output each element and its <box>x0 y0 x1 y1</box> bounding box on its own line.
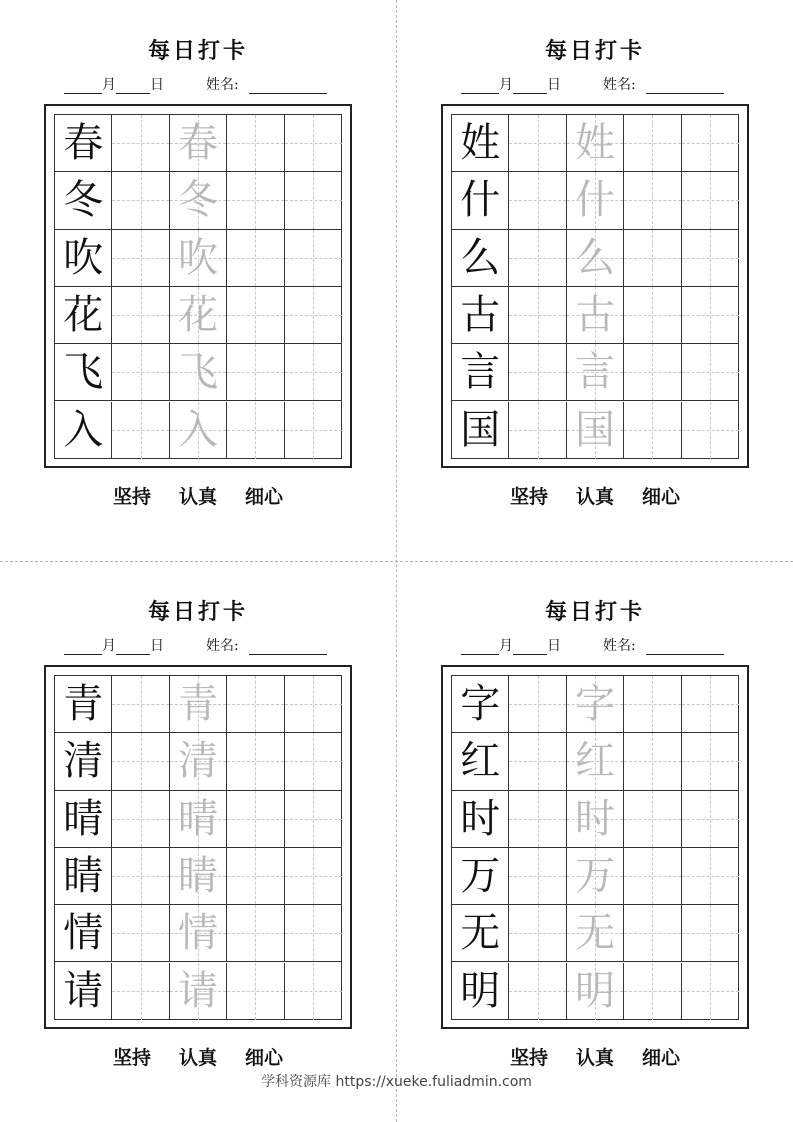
practice-cell[interactable] <box>509 402 566 459</box>
motto-word: 坚持 <box>509 486 548 508</box>
grid-row <box>452 402 738 459</box>
trace-character: 情 <box>177 910 218 957</box>
writing-grid <box>54 114 342 459</box>
practice-cell[interactable] <box>509 905 566 962</box>
practice-cell[interactable] <box>682 963 739 1020</box>
day-blank[interactable] <box>116 640 150 655</box>
model-char-cell <box>452 287 509 344</box>
practice-cell[interactable] <box>285 676 342 733</box>
practice-cell[interactable] <box>285 905 342 962</box>
grid-row <box>55 172 341 229</box>
practice-cell[interactable] <box>624 115 681 172</box>
practice-cell[interactable] <box>509 172 566 229</box>
practice-cell[interactable] <box>682 172 739 229</box>
name-label: 姓名: <box>603 638 636 654</box>
practice-cell[interactable] <box>112 115 169 172</box>
grid-row <box>452 848 738 905</box>
grid-row <box>452 344 738 401</box>
month-label: 月 <box>499 638 513 654</box>
practice-cell[interactable] <box>285 287 342 344</box>
practice-cell[interactable] <box>112 963 169 1020</box>
grid-row <box>55 344 341 401</box>
practice-cell[interactable] <box>624 230 681 287</box>
trace-character: 姓 <box>574 120 615 167</box>
name-label: 姓名: <box>206 638 239 654</box>
date-name-line <box>461 74 724 94</box>
name-blank[interactable] <box>249 79 327 94</box>
trace-char-cell[interactable] <box>567 115 624 172</box>
practice-cell[interactable] <box>285 733 342 790</box>
motto-word: 认真 <box>575 1047 614 1069</box>
practice-cell[interactable] <box>682 115 739 172</box>
model-character: 冬 <box>63 177 104 224</box>
practice-cell[interactable] <box>227 848 284 905</box>
trace-char-cell[interactable] <box>170 402 227 459</box>
grid-row <box>55 733 341 790</box>
trace-character: 明 <box>574 968 615 1015</box>
trace-character: 吹 <box>177 234 218 281</box>
motto-word: 认真 <box>178 1047 217 1069</box>
practice-cell[interactable] <box>624 733 681 790</box>
model-character: 时 <box>460 795 501 842</box>
trace-char-cell[interactable] <box>567 344 624 401</box>
practice-cell[interactable] <box>624 963 681 1020</box>
practice-cell[interactable] <box>682 676 739 733</box>
practice-cell[interactable] <box>682 791 739 848</box>
practice-cell[interactable] <box>682 287 739 344</box>
writing-grid-frame <box>441 665 749 1029</box>
grid-row <box>452 115 738 172</box>
trace-char-cell[interactable] <box>170 791 227 848</box>
model-char-cell <box>55 287 112 344</box>
practice-cell[interactable] <box>509 287 566 344</box>
model-character: 言 <box>460 349 501 396</box>
writing-grid-frame <box>441 104 749 468</box>
day-blank[interactable] <box>513 79 547 94</box>
day-label: 日 <box>547 77 561 93</box>
writing-grid <box>451 114 739 459</box>
practice-cell[interactable] <box>682 733 739 790</box>
card-title: 每日打卡 <box>147 599 248 625</box>
model-character: 入 <box>63 407 104 454</box>
grid-row <box>55 115 341 172</box>
practice-cell[interactable] <box>112 848 169 905</box>
name-blank[interactable] <box>249 640 327 655</box>
day-label: 日 <box>150 77 164 93</box>
practice-cell[interactable] <box>285 848 342 905</box>
practice-cell[interactable] <box>227 905 284 962</box>
practice-cell[interactable] <box>112 344 169 401</box>
card-title: 每日打卡 <box>147 38 248 64</box>
model-character: 飞 <box>63 349 104 396</box>
day-blank[interactable] <box>116 79 150 94</box>
writing-grid <box>451 675 739 1020</box>
practice-cell[interactable] <box>112 402 169 459</box>
practice-cell[interactable] <box>624 172 681 229</box>
practice-cell[interactable] <box>285 963 342 1020</box>
trace-char-cell[interactable] <box>567 172 624 229</box>
month-label: 月 <box>499 77 513 93</box>
model-character: 春 <box>63 120 104 167</box>
motto-word: 坚持 <box>112 1047 151 1069</box>
model-char-cell <box>452 791 509 848</box>
practice-cell[interactable] <box>682 344 739 401</box>
motto-word: 坚持 <box>509 1047 548 1069</box>
trace-character: 么 <box>574 234 615 281</box>
practice-cell[interactable] <box>624 402 681 459</box>
trace-char-cell[interactable] <box>567 287 624 344</box>
model-char-cell <box>55 963 112 1020</box>
practice-card <box>397 0 793 560</box>
grid-row <box>55 963 341 1020</box>
grid-row <box>55 905 341 962</box>
practice-cell[interactable] <box>227 230 284 287</box>
model-character: 吹 <box>63 234 104 281</box>
model-character: 花 <box>63 292 104 339</box>
trace-char-cell[interactable] <box>567 848 624 905</box>
model-character: 红 <box>460 738 501 785</box>
trace-character: 飞 <box>177 349 218 396</box>
practice-cell[interactable] <box>112 172 169 229</box>
grid-row <box>452 733 738 790</box>
practice-cell[interactable] <box>682 848 739 905</box>
trace-character: 万 <box>574 853 615 900</box>
footer-watermark: 学科资源库 https://xueke.fuliadmin.com <box>261 1074 532 1090</box>
motto-line <box>397 482 793 509</box>
trace-char-cell[interactable] <box>170 963 227 1020</box>
practice-cell[interactable] <box>112 230 169 287</box>
practice-cell[interactable] <box>285 230 342 287</box>
practice-cell[interactable] <box>509 733 566 790</box>
trace-char-cell[interactable] <box>170 287 227 344</box>
trace-character: 晴 <box>177 795 218 842</box>
name-blank[interactable] <box>646 79 724 94</box>
model-character: 姓 <box>460 120 501 167</box>
model-char-cell <box>55 172 112 229</box>
practice-cell[interactable] <box>285 402 342 459</box>
day-label: 日 <box>150 638 164 654</box>
practice-cell[interactable] <box>624 676 681 733</box>
trace-char-cell[interactable] <box>170 344 227 401</box>
practice-cell[interactable] <box>227 791 284 848</box>
practice-cell[interactable] <box>112 676 169 733</box>
trace-char-cell[interactable] <box>567 676 624 733</box>
trace-char-cell[interactable] <box>170 172 227 229</box>
trace-char-cell[interactable] <box>567 230 624 287</box>
model-character: 字 <box>460 681 501 728</box>
practice-cell[interactable] <box>227 963 284 1020</box>
practice-cell[interactable] <box>682 905 739 962</box>
grid-row <box>452 791 738 848</box>
practice-cell[interactable] <box>509 115 566 172</box>
model-char-cell <box>452 115 509 172</box>
trace-character: 花 <box>177 292 218 339</box>
model-char-cell <box>452 676 509 733</box>
practice-cell[interactable] <box>112 905 169 962</box>
practice-cell[interactable] <box>509 344 566 401</box>
month-label: 月 <box>102 77 116 93</box>
model-character: 清 <box>63 738 104 785</box>
practice-cell[interactable] <box>112 733 169 790</box>
model-char-cell <box>55 344 112 401</box>
model-character: 请 <box>63 968 104 1015</box>
trace-character: 时 <box>574 795 615 842</box>
practice-cell[interactable] <box>624 344 681 401</box>
model-char-cell <box>55 230 112 287</box>
practice-card <box>0 0 396 560</box>
practice-cell[interactable] <box>227 287 284 344</box>
name-label: 姓名: <box>206 77 239 93</box>
month-blank[interactable] <box>461 79 499 94</box>
trace-char-cell[interactable] <box>170 676 227 733</box>
practice-cell[interactable] <box>112 287 169 344</box>
model-character: 明 <box>460 968 501 1015</box>
practice-cell[interactable] <box>227 676 284 733</box>
motto-word: 细心 <box>642 1047 681 1069</box>
motto-word: 细心 <box>245 1047 284 1069</box>
practice-cell[interactable] <box>624 848 681 905</box>
month-label: 月 <box>102 638 116 654</box>
grid-row <box>452 287 738 344</box>
motto-word: 认真 <box>575 486 614 508</box>
practice-card <box>0 561 396 1121</box>
practice-cell[interactable] <box>624 905 681 962</box>
day-label: 日 <box>547 638 561 654</box>
model-character: 万 <box>460 853 501 900</box>
trace-char-cell[interactable] <box>567 791 624 848</box>
motto-word: 细心 <box>245 486 284 508</box>
practice-cell[interactable] <box>285 344 342 401</box>
trace-character: 青 <box>177 681 218 728</box>
model-char-cell <box>55 402 112 459</box>
model-character: 睛 <box>63 853 104 900</box>
practice-cell[interactable] <box>682 402 739 459</box>
practice-cell[interactable] <box>285 172 342 229</box>
trace-char-cell[interactable] <box>170 905 227 962</box>
trace-character: 红 <box>574 738 615 785</box>
motto-word: 认真 <box>178 486 217 508</box>
trace-char-cell[interactable] <box>170 848 227 905</box>
practice-cell[interactable] <box>682 230 739 287</box>
practice-cell[interactable] <box>285 115 342 172</box>
trace-char-cell[interactable] <box>567 733 624 790</box>
name-label: 姓名: <box>603 77 636 93</box>
motto-line <box>397 1043 793 1070</box>
grid-row <box>452 676 738 733</box>
trace-char-cell[interactable] <box>567 905 624 962</box>
month-blank[interactable] <box>461 640 499 655</box>
model-char-cell <box>55 791 112 848</box>
month-blank[interactable] <box>64 640 102 655</box>
grid-row <box>452 172 738 229</box>
model-char-cell <box>452 733 509 790</box>
practice-cell[interactable] <box>227 115 284 172</box>
practice-cell[interactable] <box>227 344 284 401</box>
day-blank[interactable] <box>513 640 547 655</box>
date-name-line <box>64 635 327 655</box>
writing-grid-frame <box>44 104 352 468</box>
date-name-line <box>461 635 724 655</box>
name-blank[interactable] <box>646 640 724 655</box>
practice-cell[interactable] <box>227 733 284 790</box>
trace-char-cell[interactable] <box>170 230 227 287</box>
model-char-cell <box>452 905 509 962</box>
motto-word: 坚持 <box>112 486 151 508</box>
trace-char-cell[interactable] <box>567 963 624 1020</box>
trace-character: 入 <box>177 407 218 454</box>
date-name-line <box>64 74 327 94</box>
practice-card <box>397 561 793 1121</box>
practice-cell[interactable] <box>509 676 566 733</box>
trace-char-cell[interactable] <box>567 402 624 459</box>
writing-grid-frame <box>44 665 352 1029</box>
grid-row <box>55 402 341 459</box>
practice-cell[interactable] <box>509 230 566 287</box>
trace-character: 清 <box>177 738 218 785</box>
month-blank[interactable] <box>64 79 102 94</box>
trace-character: 请 <box>177 968 218 1015</box>
model-char-cell <box>452 230 509 287</box>
model-char-cell <box>452 172 509 229</box>
practice-cell[interactable] <box>509 848 566 905</box>
trace-character: 睛 <box>177 853 218 900</box>
model-char-cell <box>452 963 509 1020</box>
trace-character: 古 <box>574 292 615 339</box>
grid-row <box>55 287 341 344</box>
model-character: 无 <box>460 910 501 957</box>
trace-character: 春 <box>177 120 218 167</box>
practice-cell[interactable] <box>227 402 284 459</box>
trace-character: 什 <box>574 177 615 224</box>
trace-char-cell[interactable] <box>170 733 227 790</box>
model-character: 什 <box>460 177 501 224</box>
trace-character: 言 <box>574 349 615 396</box>
model-character: 国 <box>460 407 501 454</box>
writing-grid <box>54 675 342 1020</box>
practice-cell[interactable] <box>509 963 566 1020</box>
model-char-cell <box>452 848 509 905</box>
practice-cell[interactable] <box>112 791 169 848</box>
grid-row <box>452 963 738 1020</box>
trace-character: 冬 <box>177 177 218 224</box>
practice-cell[interactable] <box>509 791 566 848</box>
model-character: 晴 <box>63 795 104 842</box>
motto-word: 细心 <box>642 486 681 508</box>
grid-row <box>452 230 738 287</box>
grid-row <box>55 676 341 733</box>
model-char-cell <box>452 402 509 459</box>
grid-row <box>55 848 341 905</box>
model-char-cell <box>452 344 509 401</box>
model-char-cell <box>55 848 112 905</box>
grid-row <box>55 230 341 287</box>
trace-char-cell[interactable] <box>170 115 227 172</box>
trace-character: 国 <box>574 407 615 454</box>
grid-row <box>55 791 341 848</box>
trace-character: 字 <box>574 681 615 728</box>
model-char-cell <box>55 733 112 790</box>
motto-line <box>0 482 396 509</box>
practice-cell[interactable] <box>624 287 681 344</box>
practice-cell[interactable] <box>227 172 284 229</box>
card-title: 每日打卡 <box>544 38 645 64</box>
grid-row <box>452 905 738 962</box>
model-char-cell <box>55 905 112 962</box>
trace-character: 无 <box>574 910 615 957</box>
model-char-cell <box>55 676 112 733</box>
model-char-cell <box>55 115 112 172</box>
model-character: 么 <box>460 234 501 281</box>
model-character: 情 <box>63 910 104 957</box>
motto-line <box>0 1043 396 1070</box>
practice-cell[interactable] <box>624 791 681 848</box>
card-title: 每日打卡 <box>544 599 645 625</box>
model-character: 古 <box>460 292 501 339</box>
practice-cell[interactable] <box>285 791 342 848</box>
model-character: 青 <box>63 681 104 728</box>
